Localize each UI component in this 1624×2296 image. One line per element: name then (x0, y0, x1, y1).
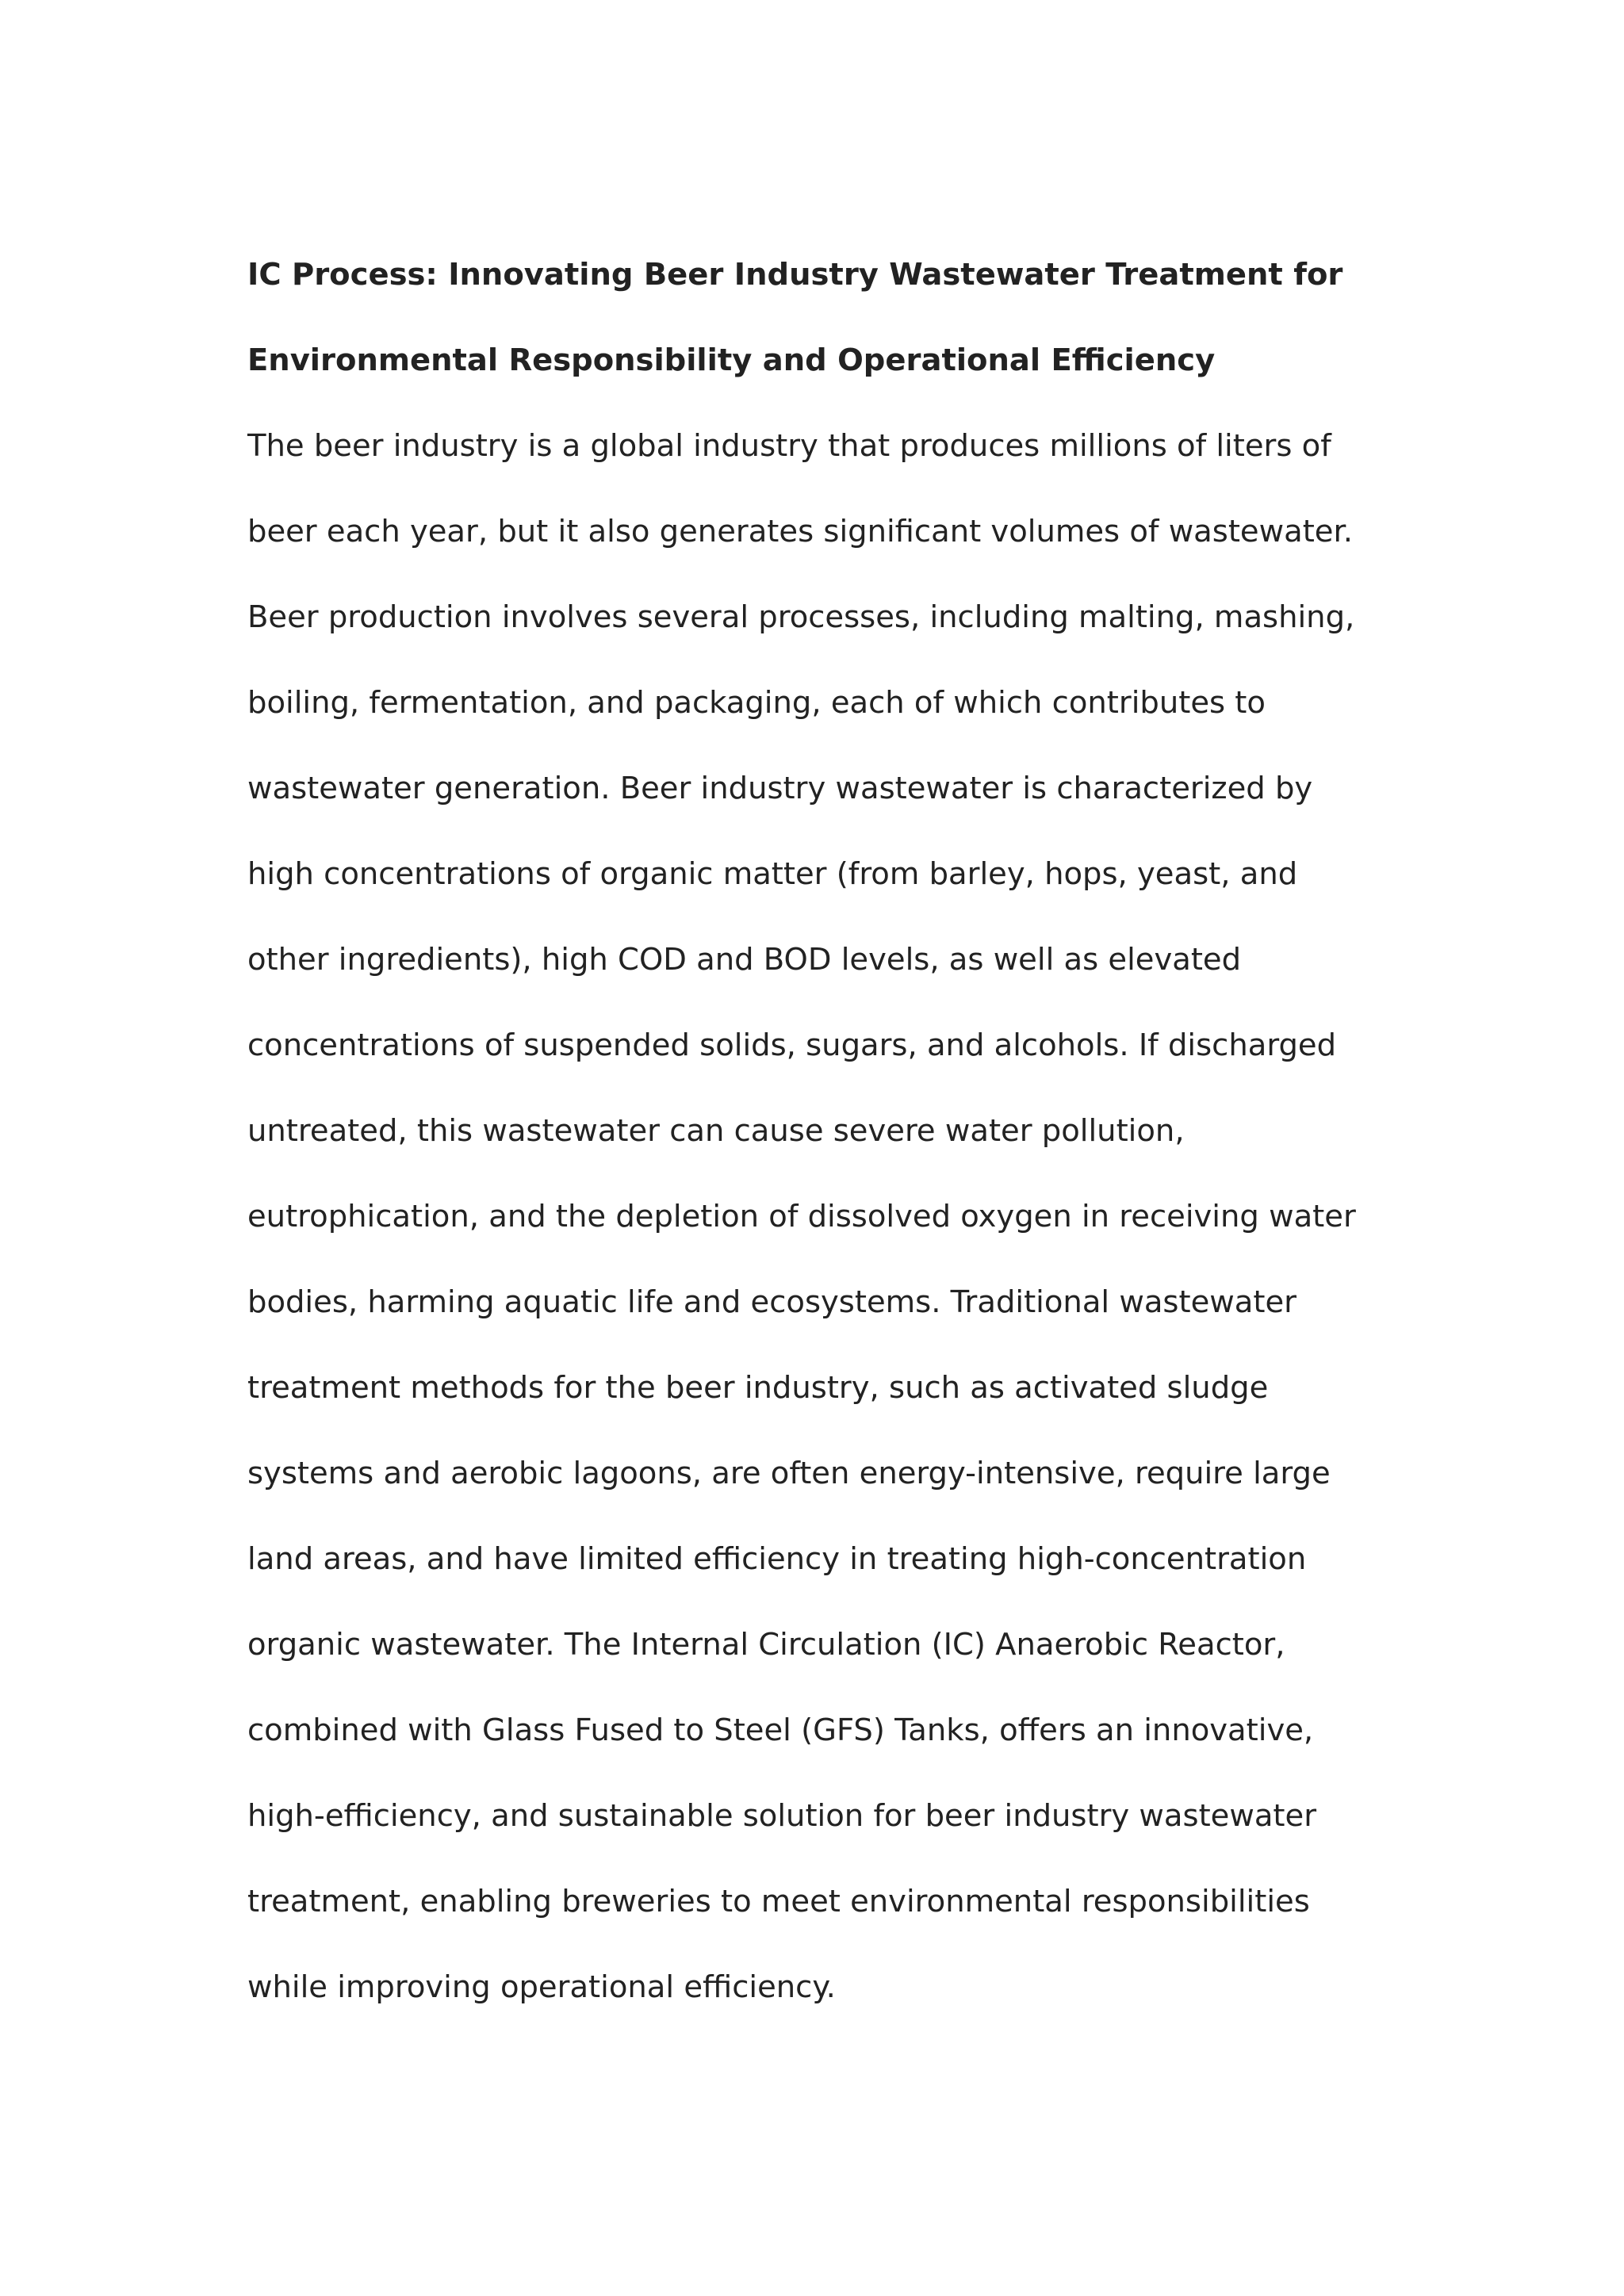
body-line: systems and aerobic lagoons, are often energy-intensive, require large (247, 1456, 1331, 1491)
body-line: Beer production involves several processes, including malting, mashing, (247, 599, 1355, 635)
document-content (247, 232, 1421, 2030)
body-line: eutrophication, and the depletion of dissolved oxygen in receiving water (247, 1199, 1356, 1234)
body-line: boiling, fermentation, and packaging, each of which contributes to (247, 685, 1266, 721)
body-line: wastewater generation. Beer industry wastewater is characterized by (247, 771, 1313, 806)
body-line: beer each year, but it also generates significant volumes of wastewater. (247, 514, 1354, 549)
body-line: other ingredients), high COD and BOD levels, as well as elevated (247, 942, 1242, 978)
body-line: concentrations of suspended solids, sugars, and alcohols. If discharged (247, 1027, 1337, 1063)
body-line: combined with Glass Fused to Steel (GFS) Tanks, offers an innovative, (247, 1712, 1314, 1748)
body-line: organic wastewater. The Internal Circulation (IC) Anaerobic Reactor, (247, 1627, 1285, 1663)
title-line: IC Process: Innovating Beer Industry Wastewater Treatment for (247, 257, 1343, 293)
body-line: high concentrations of organic matter (from barley, hops, yeast, and (247, 856, 1298, 892)
body-line: treatment methods for the beer industry, such as activated sludge (247, 1370, 1269, 1406)
body-line: The beer industry is a global industry that produces millions of liters of (247, 428, 1331, 464)
body-line: high-efficiency, and sustainable solution for beer industry wastewater (247, 1798, 1317, 1834)
body-line: bodies, harming aquatic life and ecosystems. Traditional wastewater (247, 1284, 1297, 1320)
body-paragraph (247, 404, 1421, 2030)
body-line: land areas, and have limited efficiency in treating high-concentration (247, 1541, 1307, 1577)
body-line: untreated, this wastewater can cause severe water pollution, (247, 1113, 1185, 1149)
body-line: treatment, enabling breweries to meet environmental responsibilities (247, 1884, 1310, 1919)
document-title (247, 232, 1421, 404)
body-line: while improving operational efficiency. (247, 1969, 836, 2005)
title-line: Environmental Responsibility and Operational Efficiency (247, 342, 1216, 378)
